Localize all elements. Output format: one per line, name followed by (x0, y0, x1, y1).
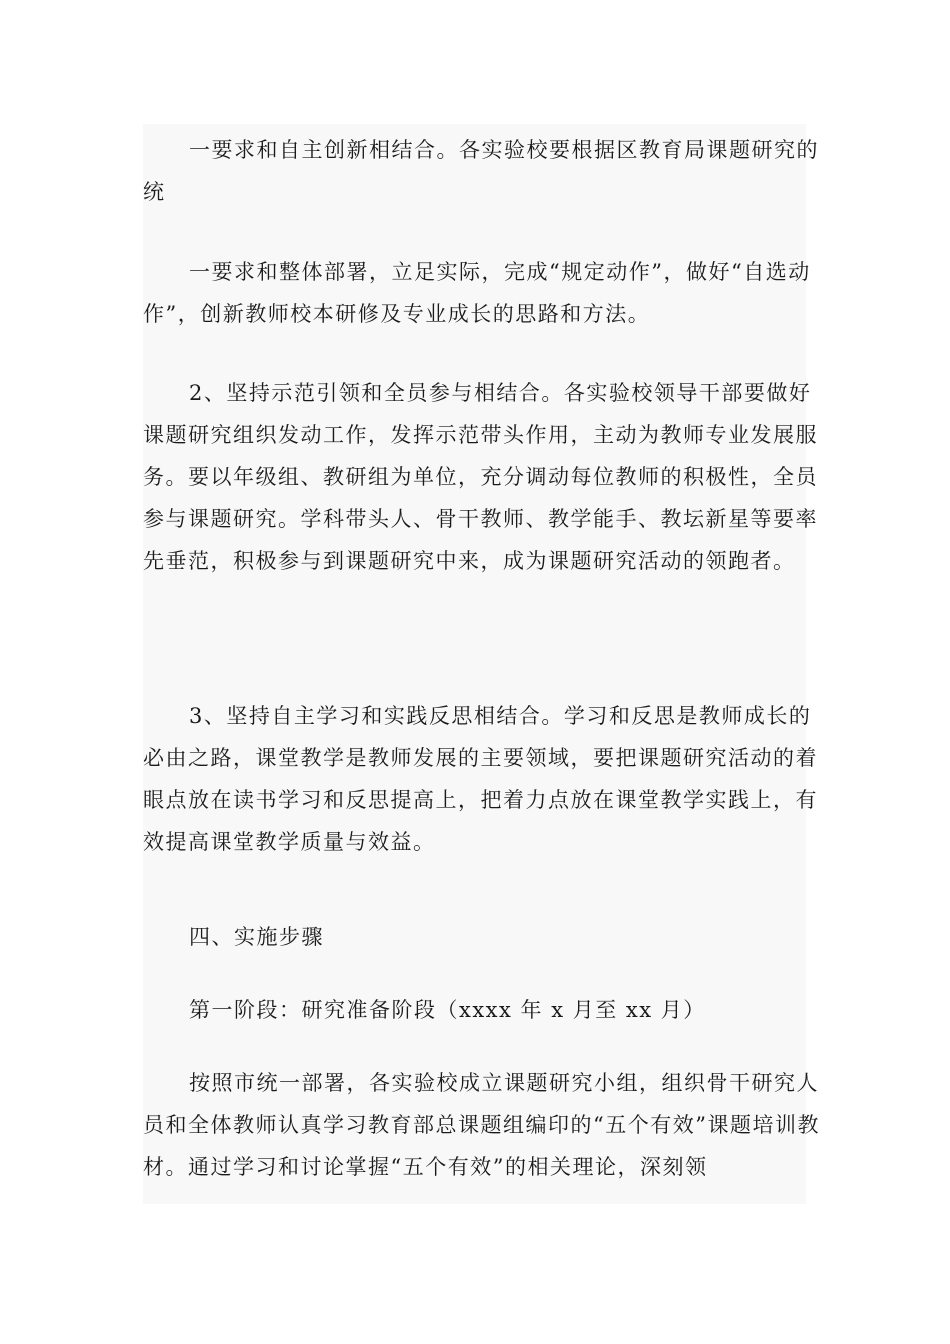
paragraph-study-reflection: 3、坚持自主学习和实践反思相结合。学习和反思是教师成长的必由之路，课堂教学是教师发展的主要领域，要把课题研究活动的着眼点放在读书学习和反思提高上，把着力点放在课堂教学实践上，有效提高课堂教学质量与效益。 (143, 704, 818, 854)
paragraph-stage-one: 按照市统一部署，各实验校成立课题研究小组，组织骨干研究人员和全体教师认真学习教育部总课题组编印的“五个有效”课题培训教材。通过学习和讨论掌握“五个有效”的相关理论，深刻领 (143, 1071, 820, 1179)
paragraph-overall-deployment: 一要求和整体部署，立足实际，完成“规定动作”，做好“自选动作”，创新教师校本研修及专业成长的思路和方法。 (143, 260, 811, 326)
section-heading: 四、实施步骤 (189, 925, 324, 949)
stage-heading: 第一阶段：研究准备阶段（xxxx 年 x 月至 xx 月） (189, 998, 706, 1022)
paragraph-demonstration-participation: 2、坚持示范引领和全员参与相结合。各实验校领导干部要做好课题研究组织发动工作，发挥示范带头作用，主动为教师专业发展服务。要以年级组、教研组为单位，充分调动每位教师的积极性，全员参与课题研究。学科带头人、骨干教师、教学能手、教坛新星等要率先垂范，积极参与到课题研究中来，成为课题研究活动的领跑者。 (143, 381, 818, 573)
paragraph-unified-requirements: 一要求和自主创新相结合。各实验校要根据区教育局课题研究的统 (143, 138, 819, 204)
